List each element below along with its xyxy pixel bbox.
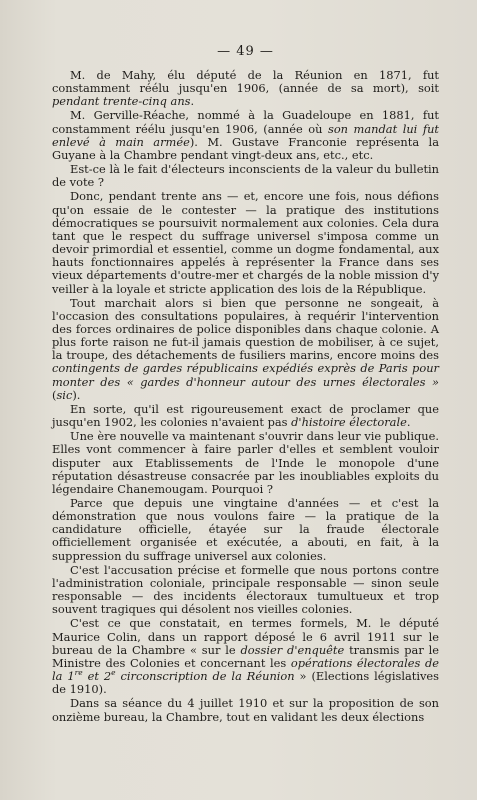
body-text bbox=[52, 69, 439, 724]
paragraph bbox=[52, 163, 439, 189]
paragraph bbox=[52, 497, 439, 563]
text-run: En sorte, qu'il est rigoureusement exact de proclamer que jusqu'en 1902, les colonies n'avaient pas bbox=[52, 401, 439, 430]
text-run: . bbox=[406, 415, 411, 430]
italic-text: dossier d'enquête bbox=[240, 642, 345, 657]
text-run: . bbox=[190, 94, 195, 109]
italic-text: re bbox=[74, 668, 83, 678]
text-run: ( bbox=[52, 387, 57, 402]
paragraph bbox=[52, 297, 439, 402]
paragraph bbox=[52, 430, 439, 496]
text-run: M. de Mahy, élu député de la Réunion en 1871, fut constamment réélu jusqu'en 1906, (année de sa mort), soit bbox=[52, 68, 439, 96]
text-run: Donc, pendant trente ans — et, encore une fois, nous défions qu'on essaie de le contester — la pratique des institutions démocratiques se poursuivit normalement aux colonies. Cela dura tant que le respect du suffrage universel s'imposa comme un devoir primordial et essentiel, comme un dogme fondamental, aux hauts fonctionnaires appelés à représenter la France dans ses vieux départements d'outre-mer et chargés de la noble mission d'y veiller à la loyale et stricte application des lois de la République. bbox=[52, 189, 439, 296]
text-run: ). bbox=[72, 387, 81, 402]
paragraph bbox=[52, 564, 439, 617]
italic-text: son mandat lui fut enlevé à main armée bbox=[52, 121, 439, 149]
italic-text: circonscription de la Réunion bbox=[115, 669, 295, 684]
paragraph bbox=[52, 697, 439, 723]
paragraph bbox=[52, 617, 439, 696]
text-run: C'est ce que constatait, en termes formels, M. le député Maurice Colin, dans un rapport déposé le 6 avril 1911 sur le bureau de la Chambre « sur le bbox=[52, 616, 439, 657]
italic-text: sic bbox=[56, 387, 73, 402]
italic-text: et 2 bbox=[82, 669, 112, 684]
text-run: Dans sa séance du 4 juillet 1910 et sur la proposition de son onzième bureau, la Chambre, tout en validant les deux élections bbox=[52, 696, 439, 724]
text-run: Une ère nouvelle va maintenant s'ouvrir dans leur vie publique. Elles vont commencer à faire parler d'elles et semblent vouloir disputer aux Etablissements de l'Inde le monopole d'une réputation désastreuse consacrée par les inoubliables exploits du légendaire Chanemougam. Pourquoi ? bbox=[52, 429, 439, 496]
italic-text: d'histoire électorale bbox=[291, 415, 407, 430]
text-run: » (Elections législatives de 1910). bbox=[52, 669, 440, 697]
italic-text: contingents de gardes républicains expédiés exprès de Paris pour monter des « gardes d'honneur autour des urnes électorales » bbox=[52, 361, 439, 389]
paragraph bbox=[52, 403, 439, 429]
text-run: transmis par le Ministre des Colonies et concernant les bbox=[52, 642, 440, 670]
text-run: Est-ce là le fait d'électeurs inconscients de la valeur du bulletin de vote ? bbox=[52, 162, 439, 190]
text-run: ). M. Gustave Franconie représenta la Guyane à la Chambre pendant vingt-deux ans, etc., etc. bbox=[52, 134, 439, 162]
page-number: — 49 — bbox=[217, 44, 274, 59]
text-run: Tout marchait alors si bien que personne ne songeait, à l'occasion des consultations populaires, à requérir l'intervention des forces ordinaires de police disponibles dans chaque colonie. A plus forte raison ne fut-il jamais question de mobiliser, à ce sujet, la troupe, des détachements de fusiliers marins, encore moins des bbox=[52, 295, 439, 363]
text-run: C'est l'accusation précise et formelle que nous portons contre l'administration coloniale, principale responsable — sinon seule responsable — des incidents électoraux tumultueux et trop souvent tragiques qui désolent nos vieilles colonies. bbox=[52, 562, 439, 617]
paragraph bbox=[52, 69, 439, 108]
paragraph bbox=[52, 190, 439, 295]
italic-text: opérations électorales de la 1 bbox=[52, 655, 439, 684]
text-run: M. Gerville-Réache, nommé à la Guadeloupe en 1881, fut constamment réélu jusqu'en 1906, (année où bbox=[52, 108, 439, 136]
text-run: Parce que depuis une vingtaine d'années — et c'est la démonstration que nous voulons faire — la pratique de la candidature officielle, étayée sur la fraude électorale officiellement organisée et exécutée, a abouti, en fait, à la suppression du suffrage universel aux colonies. bbox=[52, 496, 439, 563]
italic-text: pendant trente-cinq ans bbox=[52, 94, 191, 109]
paragraph bbox=[52, 109, 439, 162]
italic-text: e bbox=[111, 668, 116, 678]
